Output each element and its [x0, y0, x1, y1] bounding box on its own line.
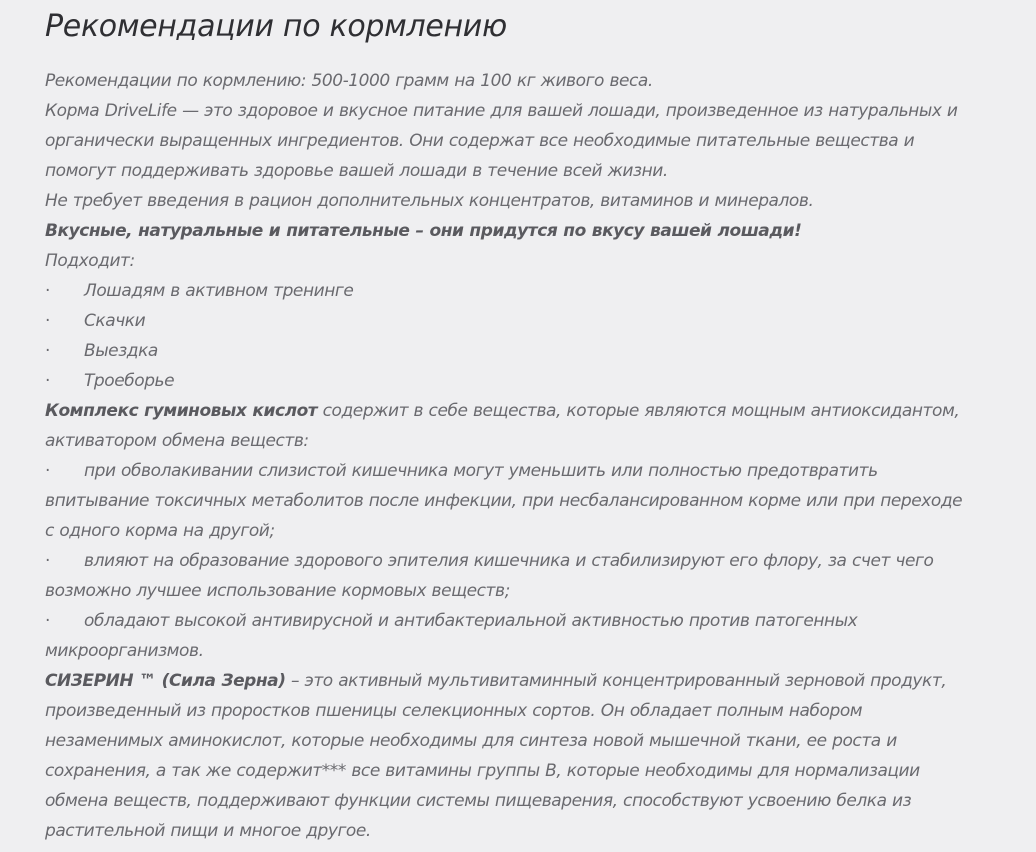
humic-point-text: при обволакивании слизистой кишечника могут уменьшить или полностью предотвратить — [84, 461, 878, 481]
description-line: Корма DriveLife — это здоровое и вкусное питание для вашей лошади, произведенное из натуральных и — [45, 101, 958, 121]
bullet-icon: · — [45, 461, 50, 481]
description-line: помогут поддерживать здоровье вашей лошади в течение всей жизни. — [45, 161, 668, 181]
list-item — [45, 366, 1005, 396]
humic-point-text: влияют на образование здорового эпителия кишечника и стабилизируют его флору, за счет чего — [84, 551, 934, 571]
bullet-icon: · — [45, 611, 50, 631]
dosage-text: Рекомендации по кормлению: 500-1000 грамм на 100 кг живого веса. — [45, 71, 653, 91]
tagline — [45, 216, 1005, 246]
article-body — [45, 66, 1005, 846]
page-title: Рекомендации по кормлению — [45, 9, 507, 44]
suitable-label: Подходит: — [45, 251, 135, 271]
humic-point-line: впитывание токсичных метаболитов после инфекции, при несбалансированном корме или при переходе — [45, 491, 963, 511]
list-item — [45, 276, 1005, 306]
humic-intro — [45, 396, 1005, 426]
humic-point — [45, 546, 1005, 576]
list-item — [45, 336, 1005, 366]
list-item — [45, 306, 1005, 336]
syzerin-intro — [45, 666, 1005, 696]
humic-point-line: микроорганизмов. — [45, 641, 204, 661]
list-item-text: Троеборье — [84, 371, 175, 391]
list-item-text: Лошадям в активном тренинге — [84, 281, 354, 301]
syzerin-line: произведенный из проростков пшеницы селекционных сортов. Он обладает полным набором — [45, 701, 863, 721]
syzerin-desc: – это активный мультивитаминный концентрированный зерновой продукт, — [285, 671, 947, 691]
bullet-icon: · — [45, 311, 50, 331]
humic-point-line: с одного корма на другой; — [45, 521, 275, 541]
syzerin-line: растительной пищи и многое другое. — [45, 821, 371, 841]
article — [45, 0, 1005, 846]
no-supplements-text: Не требует введения в рацион дополнительных концентратов, витаминов и минералов. — [45, 191, 814, 211]
humic-point — [45, 606, 1005, 636]
bullet-icon: · — [45, 371, 50, 391]
humic-name: Комплекс гуминовых кислот — [45, 401, 318, 421]
description-line: органически выращенных ингредиентов. Они содержат все необходимые питательные вещества и — [45, 131, 915, 151]
bullet-icon: · — [45, 341, 50, 361]
syzerin-line: незаменимых аминокислот, которые необходимы для синтеза новой мышечной ткани, ее роста и — [45, 731, 897, 751]
bullet-icon: · — [45, 281, 50, 301]
syzerin-line: сохранения, а так же содержит*** все витамины группы В, которые необходимы для нормализации — [45, 761, 920, 781]
tagline-bold: Вкусные, натуральные и питательные – они придутся по вкусу вашей лошади! — [45, 221, 802, 241]
humic-point — [45, 456, 1005, 486]
bullet-icon: · — [45, 551, 50, 571]
list-item-text: Выездка — [84, 341, 158, 361]
humic-desc-line: активатором обмена веществ: — [45, 431, 309, 451]
syzerin-line: обмена веществ, поддерживают функции системы пищеварения, способствуют усвоению белка из — [45, 791, 912, 811]
syzerin-name: СИЗЕРИН ™ (Сила Зерна) — [45, 671, 286, 691]
humic-desc: содержит в себе вещества, которые являются мощным антиоксидантом, — [317, 401, 960, 421]
humic-point-text: обладают высокой антивирусной и антибактериальной активностью против патогенных — [84, 611, 858, 631]
list-item-text: Скачки — [84, 311, 146, 331]
humic-point-line: возможно лучшее использование кормовых веществ; — [45, 581, 510, 601]
